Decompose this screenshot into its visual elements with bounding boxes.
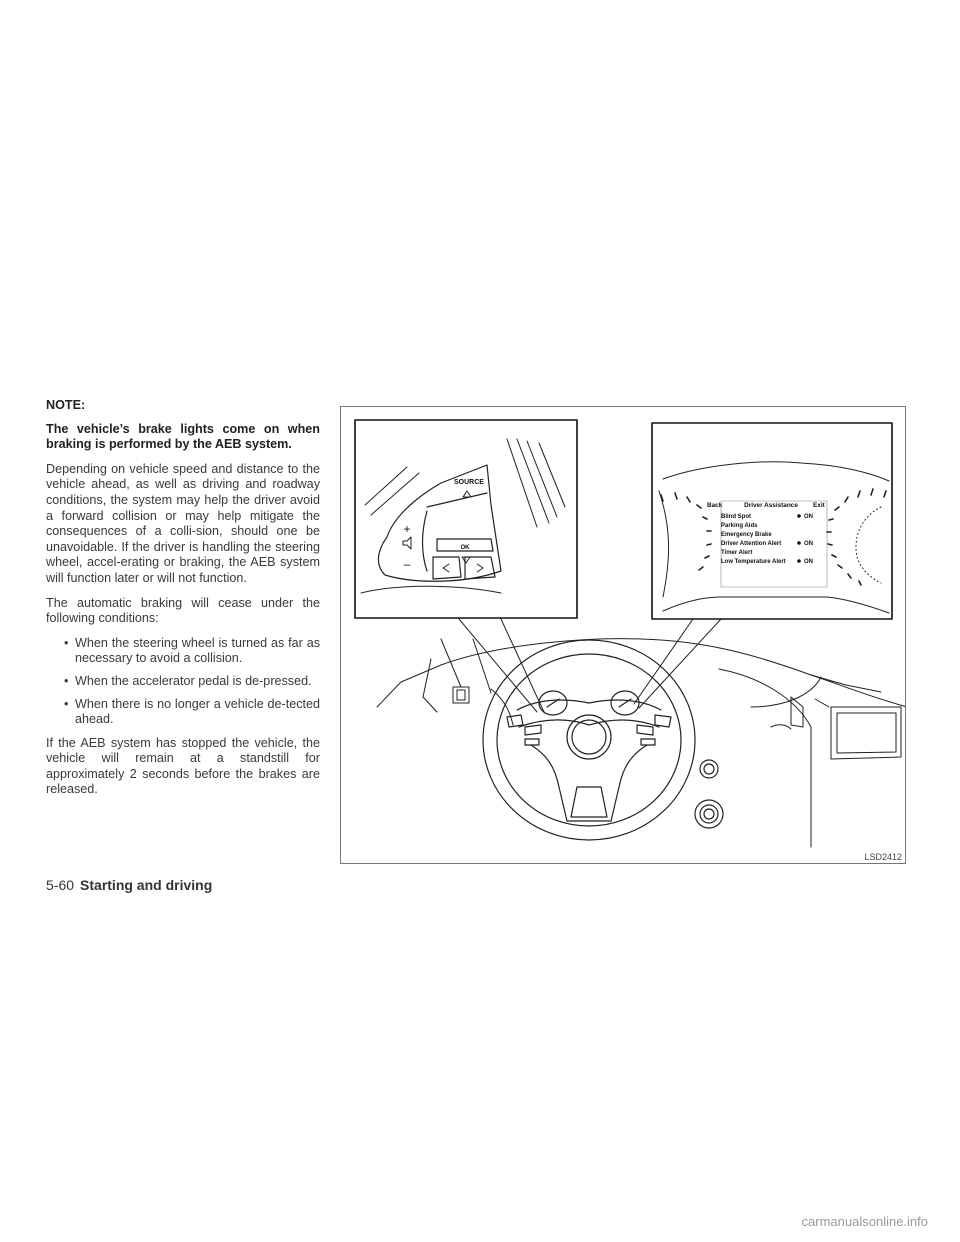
page-footer: [46, 877, 212, 893]
watermark-text: carmanualsonline.info: [801, 1214, 928, 1229]
note-text: The vehicle’s brake lights come on when braking is performed by the AEB system.: [46, 421, 320, 452]
menu-item-status: ON: [804, 541, 813, 547]
status-dot: [797, 541, 801, 545]
status-dot: [797, 559, 801, 563]
note-label: NOTE:: [46, 398, 86, 412]
list-item: • When the steering wheel is turned as far as necessary to avoid a collision.: [46, 636, 320, 667]
list-item: • When the accelerator pedal is de-pressed.: [46, 674, 320, 690]
figure-code: LSD2412: [864, 852, 902, 862]
menu-item-label: Timer Alert: [721, 550, 753, 556]
volume-minus-label: –: [403, 557, 411, 571]
menu-item-label: Driver Attention Alert: [721, 541, 782, 547]
menu-item-label: Low Temperature Alert: [721, 559, 786, 565]
display-back-label: Back: [707, 502, 723, 509]
ok-label: OK: [460, 545, 470, 551]
display-title: Driver Assistance: [744, 502, 798, 509]
menu-item-status: ON: [804, 559, 813, 565]
paragraph-cease-conditions: The automatic braking will cease under the following conditions:: [46, 595, 320, 626]
body-text-column: [46, 398, 320, 807]
steering-wheel-illustration: [340, 406, 906, 864]
meter-display-inset: [652, 423, 892, 619]
source-label: SOURCE: [454, 479, 484, 486]
steering-switch-inset: [355, 420, 577, 618]
center-console-knobs: [695, 760, 723, 828]
volume-plus-label: +: [403, 522, 411, 536]
cease-conditions-list: [46, 636, 320, 728]
section-title: Starting and driving: [80, 877, 213, 893]
callout-lines: [459, 619, 721, 712]
illustration-drawing: [341, 407, 906, 864]
menu-item-label: Blind Spot: [721, 514, 751, 520]
page-number: 5-60: [46, 877, 75, 893]
steering-wheel: [483, 640, 695, 840]
paragraph-aeb-function: Depending on vehicle speed and distance to the vehicle ahead, as well as driving and roadway conditions, the system may help the driver avoid a forward collision or may help mitigate the consequences of a colli-sion, should one be unavoidable. If the driver is handling the steering wheel, accel-erating or braking, the AEB system will function later or will not function.: [46, 461, 320, 585]
menu-item-status: ON: [804, 514, 813, 520]
menu-item-label: Parking Aids: [721, 523, 758, 529]
menu-item-label: Emergency Brake: [721, 532, 772, 538]
list-item: • When there is no longer a vehicle de-tected ahead.: [46, 697, 320, 728]
display-exit-label: Exit: [813, 502, 825, 509]
paragraph-standstill: If the AEB system has stopped the vehicle, the vehicle will remain at a standstill for approximately 2 seconds before the brakes are released.: [46, 735, 320, 797]
watermark: [0, 1214, 960, 1229]
status-dot: [797, 514, 801, 518]
